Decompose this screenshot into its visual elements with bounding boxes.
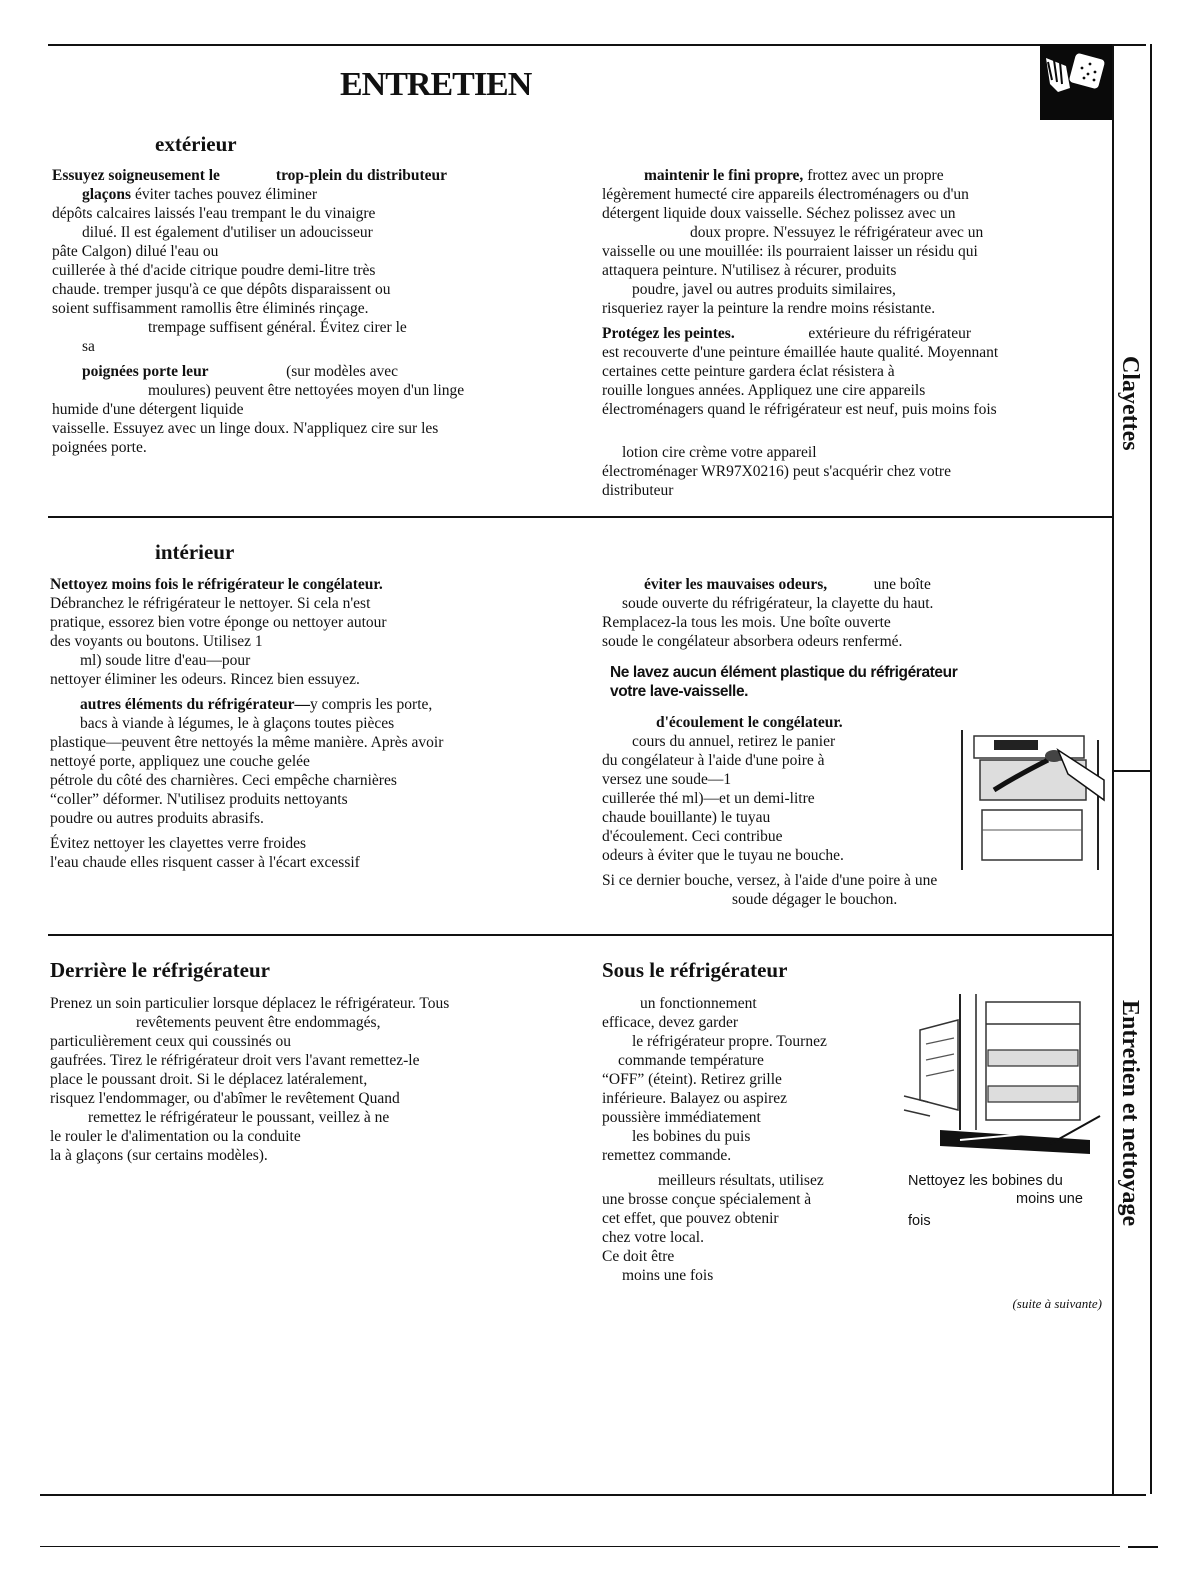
- sous-p1: [602, 994, 892, 1165]
- text-line: éviter les mauvaises odeurs, une boîte: [644, 576, 931, 593]
- text-line: nettoyer éliminer les odeurs. Rincez bien essuyez.: [50, 671, 360, 688]
- text-line: commande température: [618, 1052, 764, 1069]
- text-line: remettez le réfrigérateur le poussant, veillez à ne: [88, 1109, 390, 1126]
- text-line: dilué. Il est également d'utiliser un adoucisseur: [82, 224, 373, 241]
- heading-derriere: Derrière le réfrigérateur: [50, 958, 270, 982]
- text-line: rouille longues années. Appliquez une cire appareils: [602, 382, 926, 399]
- text-line: attaquera peinture. N'utilisez à récurer, produits: [602, 262, 897, 279]
- footer-rule-tail: [1128, 1546, 1158, 1548]
- text-line: poudre, javel ou autres produits similaires,: [632, 281, 896, 298]
- text-line: risqueriez rayer la peinture la rendre moins résistante.: [602, 300, 936, 317]
- side-tab-clayettes[interactable]: Clayettes: [1117, 356, 1143, 451]
- text-line: d'écoulement. Ceci contribue: [602, 828, 783, 845]
- text-line: distributeur: [602, 482, 674, 499]
- text-line: place le poussant droit. Si le déplacez latéralement,: [50, 1071, 368, 1088]
- text-line: la à glaçons (sur certains modèles).: [50, 1147, 268, 1164]
- interieur-right-p1: [602, 575, 1102, 651]
- text-line: des voyants ou boutons. Utilisez 1: [50, 633, 263, 650]
- heading-exterieur: extérieur: [155, 132, 237, 156]
- text-line: revêtements peuvent être endommagés,: [136, 1014, 381, 1031]
- text-line: un fonctionnement: [640, 995, 757, 1012]
- text-line: lotion cire crème votre appareil: [622, 444, 817, 461]
- text-line: pâte Calgon) dilué l'eau ou: [52, 243, 219, 260]
- text-line: autres éléments du réfrigérateur—y compris les porte,: [80, 696, 433, 713]
- interieur-left-p2: [50, 695, 560, 828]
- caption-line: moins une: [1016, 1191, 1083, 1207]
- sous-p2: [602, 1171, 892, 1285]
- text-line: moins une fois: [622, 1267, 714, 1284]
- text-line: électroménagers quand le réfrigérateur est neuf, puis moins fois: [602, 401, 997, 418]
- footer-rule: [40, 1546, 1120, 1547]
- text-line: soient suffisamment ramollis être éliminés rinçage.: [52, 300, 369, 317]
- coil-illustration: [900, 990, 1110, 1170]
- exterieur-right-column: [602, 166, 1102, 506]
- text-line: poussière immédiatement: [602, 1109, 761, 1126]
- heading-sous: Sous le réfrigérateur: [602, 958, 788, 982]
- text-line: d'écoulement le congélateur.: [656, 714, 843, 731]
- exterieur-right-p1: [602, 166, 1102, 318]
- text-line: cuillerée à thé d'acide citrique poudre demi-litre très: [52, 262, 376, 279]
- text-line: vaisselle. Essuyez avec un linge doux. N'appliquez cire sur les: [52, 420, 439, 437]
- heading-interieur: intérieur: [155, 540, 235, 564]
- text-line: Ne lavez aucun élément plastique du réfrigérateur: [610, 664, 958, 681]
- text-line: risquez l'endommager, ou d'abîmer le revêtement Quand: [50, 1090, 400, 1107]
- text-line: particulièrement ceux qui coussinés ou: [50, 1033, 292, 1050]
- text-line: Ce doit être: [602, 1248, 675, 1265]
- continued-note: (suite à suivante): [1012, 1296, 1102, 1311]
- text-line: Débranchez le réfrigérateur le nettoyer. Si cela n'est: [50, 595, 371, 612]
- text-line: bacs à viande à légumes, le à glaçons toutes pièces: [80, 715, 395, 732]
- text-line: pratique, essorez bien votre éponge ou nettoyer autour: [50, 614, 387, 631]
- exterieur-right-p2: [602, 324, 1102, 419]
- sous-column: [602, 994, 892, 1291]
- text-line: vaisselle ou une mouillée: ils pourraient laisser un résidu qui: [602, 243, 978, 260]
- interieur-left-p3: [50, 834, 560, 872]
- text-line: soude dégager le bouchon.: [732, 891, 898, 908]
- text-line: remettez commande.: [602, 1147, 732, 1164]
- text-line: cuillerée thé ml)—et un demi-litre: [602, 790, 815, 807]
- text-line: poudre ou autres produits abrasifs.: [50, 810, 264, 827]
- text-line: votre lave-vaisselle.: [610, 683, 749, 700]
- text-line: dépôts calcaires laissés l'eau trempant le du vinaigre: [52, 205, 376, 222]
- text-line: une brosse conçue spécialement à: [602, 1191, 812, 1208]
- side-tab-entretien[interactable]: Entretien et nettoyage: [1117, 1000, 1143, 1227]
- tab-edge-rule: [1112, 44, 1114, 1494]
- text-line: électroménager WR97X0216) peut s'acquérir chez votre: [602, 463, 951, 480]
- text-line: humide d'une détergent liquide: [52, 401, 244, 418]
- text-line: les bobines du puis: [632, 1128, 751, 1145]
- bottom-rule: [40, 1494, 1146, 1496]
- exterieur-left-p1: [52, 166, 552, 356]
- text-line: cours du annuel, retirez le panier: [632, 733, 836, 750]
- interieur-left-p1: [50, 575, 560, 689]
- text-line: “coller” déformer. N'utilisez produits nettoyants: [50, 791, 348, 808]
- text-line: détergent liquide doux vaisselle. Séchez polissez avec un: [602, 205, 956, 222]
- text-line: le rouler le d'alimentation ou la conduite: [50, 1128, 301, 1145]
- text-line: le réfrigérateur propre. Tournez: [632, 1033, 827, 1050]
- text-line: chaude. tremper jusqu'à ce que dépôts disparaissent ou: [52, 281, 391, 298]
- text-line: efficace, devez garder: [602, 1014, 739, 1031]
- text-line: l'eau chaude elles risquent casser à l'écart excessif: [50, 854, 360, 871]
- exterieur-left-p2: [52, 362, 552, 457]
- text-line: légèrement humecté cire appareils électroménagers ou d'un: [602, 186, 969, 203]
- text-line: soude le congélateur absorbera odeurs renfermé.: [602, 633, 903, 650]
- text-line: meilleurs résultats, utilisez: [658, 1172, 824, 1189]
- text-line: maintenir le fini propre, frottez avec un propre: [644, 167, 944, 184]
- text-line: Protégez les peintes. extérieure du réfrigérateur: [602, 325, 971, 342]
- drain-illustration: [958, 720, 1108, 880]
- text-line: poignées porte leur (sur modèles avec: [82, 363, 398, 380]
- caption-line: Nettoyez les bobines du: [908, 1173, 1063, 1189]
- derriere-column: [50, 994, 560, 1165]
- caption-line: fois: [908, 1213, 931, 1229]
- text-line: glaçons éviter taches pouvez éliminer: [82, 186, 318, 203]
- text-line: pétrole du côté des charnières. Ceci empêche charnières: [50, 772, 397, 789]
- text-line: du congélateur à l'aide d'une poire à: [602, 752, 825, 769]
- text-line: est recouverte d'une peinture émaillée haute qualité. Moyennant: [602, 344, 999, 361]
- text-line: nettoyé porte, appliquez une couche gelée: [50, 753, 310, 770]
- interieur-left-column: [50, 575, 560, 878]
- text-line: moulures) peuvent être nettoyées moyen d'un linge: [148, 382, 465, 399]
- text-line: cet effet, que pouvez obtenir: [602, 1210, 779, 1227]
- text-line: poignées porte.: [52, 439, 147, 456]
- exterieur-left-column: [52, 166, 552, 463]
- text-line: odeurs à éviter que le tuyau ne bouche.: [602, 847, 844, 864]
- page-title: ENTRETIEN: [340, 66, 532, 103]
- text-line: gaufrées. Tirez le réfrigérateur droit vers l'avant remettez-le: [50, 1052, 420, 1069]
- text-line: Essuyez soigneusement le trop-plein du distributeur: [52, 167, 448, 184]
- text-line: Nettoyez moins fois le réfrigérateur le congélateur.: [50, 576, 383, 593]
- tab-divider-rule: [1112, 770, 1150, 772]
- text-line: versez une soude—1: [602, 771, 732, 788]
- text-line: plastique—peuvent être nettoyés la même manière. Après avoir: [50, 734, 444, 751]
- exterieur-right-p3: [602, 443, 1102, 500]
- coil-caption: [908, 1172, 1108, 1230]
- text-line: chaude bouillante) le tuyau: [602, 809, 771, 826]
- text-line: sa: [82, 338, 95, 355]
- text-line: chez votre local.: [602, 1229, 704, 1246]
- section-rule-2: [48, 934, 1112, 936]
- text-line: inférieure. Balayez ou aspirez: [602, 1090, 788, 1107]
- text-line: Si ce dernier bouche, versez, à l'aide d'une poire à une: [602, 872, 938, 889]
- cleaning-hand-icon: [1040, 44, 1112, 120]
- text-line: certaines cette peinture gardera éclat résistera à: [602, 363, 895, 380]
- text-line: soude ouverte du réfrigérateur, la clayette du haut.: [622, 595, 934, 612]
- interieur-right-p2: [602, 663, 1102, 701]
- text-line: Remplacez-la tous les mois. Une boîte ouverte: [602, 614, 891, 631]
- outer-right-rule: [1150, 44, 1152, 1494]
- top-rule: [48, 44, 1146, 46]
- text-line: Évitez nettoyer les clayettes verre froides: [50, 835, 307, 852]
- text-line: Prenez un soin particulier lorsque déplacez le réfrigérateur. Tous: [50, 995, 450, 1012]
- text-line: “OFF” (éteint). Retirez grille: [602, 1071, 782, 1088]
- text-line: ml) soude litre d'eau—pour: [80, 652, 251, 669]
- text-line: trempage suffisent général. Évitez cirer le: [148, 319, 407, 336]
- section-rule-1: [48, 516, 1112, 518]
- text-line: doux propre. N'essuyez le réfrigérateur avec un: [690, 224, 984, 241]
